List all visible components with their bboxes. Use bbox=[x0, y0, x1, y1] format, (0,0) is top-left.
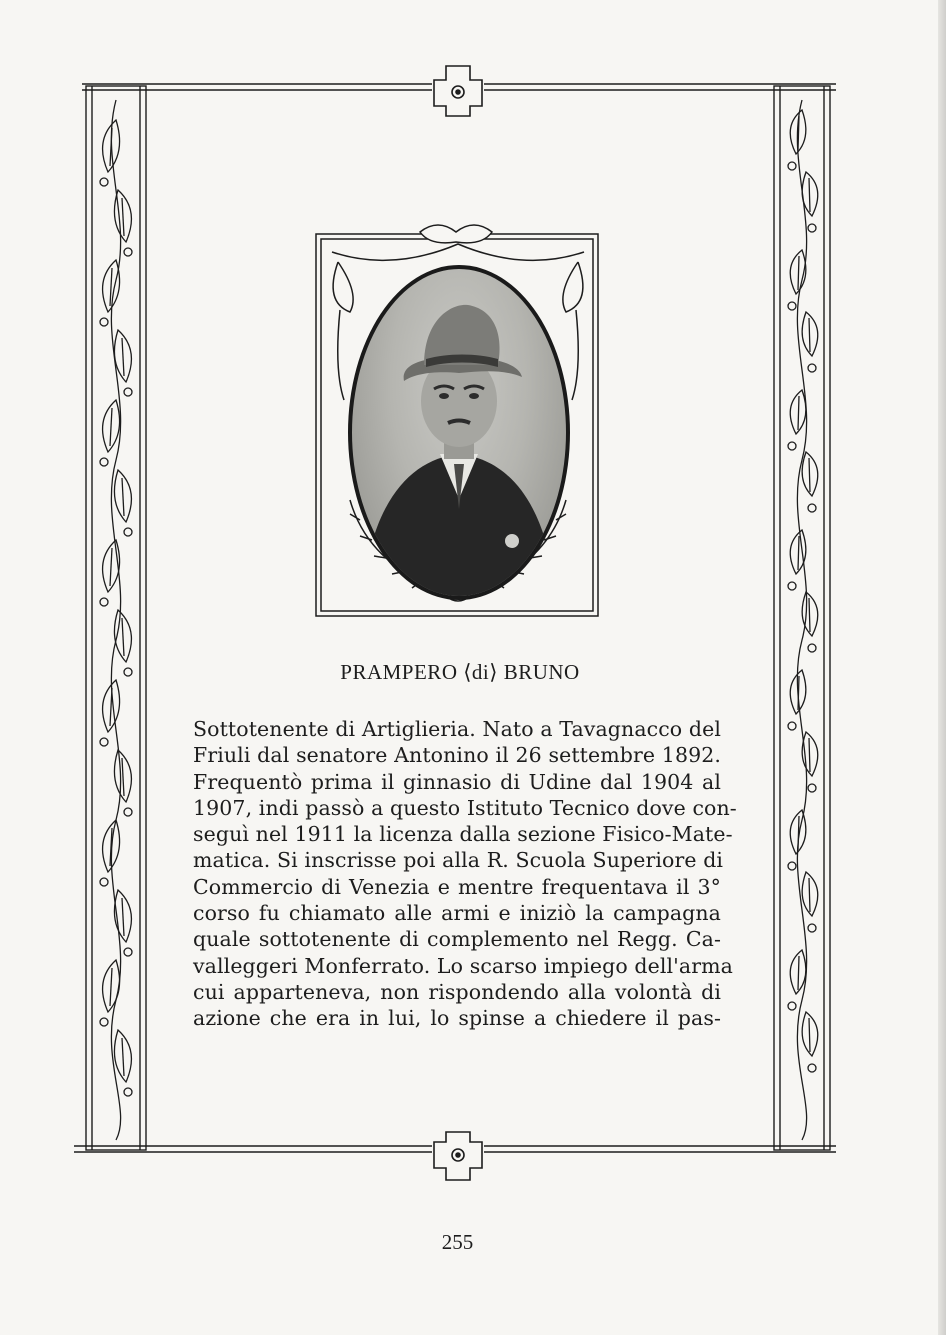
portrait-photo bbox=[348, 265, 570, 600]
body-line: corso fu chiamato alle armi e iniziò la campagna bbox=[193, 901, 721, 926]
body-line: quale sottotenente di complemento nel Regg. Ca- bbox=[193, 927, 721, 952]
body-line: valleggeri Monferrato. Lo scarso impiego dell'arma bbox=[193, 953, 733, 978]
body-line: 1907, indi passò a questo Istituto Tecnico dove con- bbox=[193, 795, 737, 820]
biography-text bbox=[193, 716, 737, 1032]
cross-ornament-icon bbox=[434, 66, 482, 116]
body-line: Sottotenente di Artiglieria. Nato a Tavagnacco del bbox=[193, 717, 721, 741]
body-line: cui apparteneva, non rispondendo alla volontà di bbox=[193, 979, 721, 1004]
right-vine-ornament bbox=[788, 100, 818, 1140]
page-number: 255 bbox=[441, 1230, 474, 1254]
body-line: Frequentò prima il ginnasio di Udine dal 1904 al bbox=[193, 769, 721, 794]
left-vine-ornament bbox=[100, 100, 132, 1140]
cross-ornament-icon bbox=[434, 1132, 482, 1180]
body-line: seguì nel 1911 la licenza dalla sezione Fisico-Mate- bbox=[193, 822, 733, 847]
entry-title: PRAMPERO ⟨di⟩ BRUNO bbox=[340, 660, 580, 684]
body-line: azione che era in lui, lo spinse a chiedere il pas- bbox=[193, 1006, 721, 1031]
body-line: Commercio di Venezia e mentre frequentava il 3° bbox=[193, 874, 721, 899]
body-line: matica. Si inscrisse poi alla R. Scuola Superiore di bbox=[193, 848, 724, 873]
portrait-figure bbox=[352, 269, 566, 596]
body-line: Friuli dal senatore Antonino il 26 settembre 1892. bbox=[193, 743, 721, 768]
